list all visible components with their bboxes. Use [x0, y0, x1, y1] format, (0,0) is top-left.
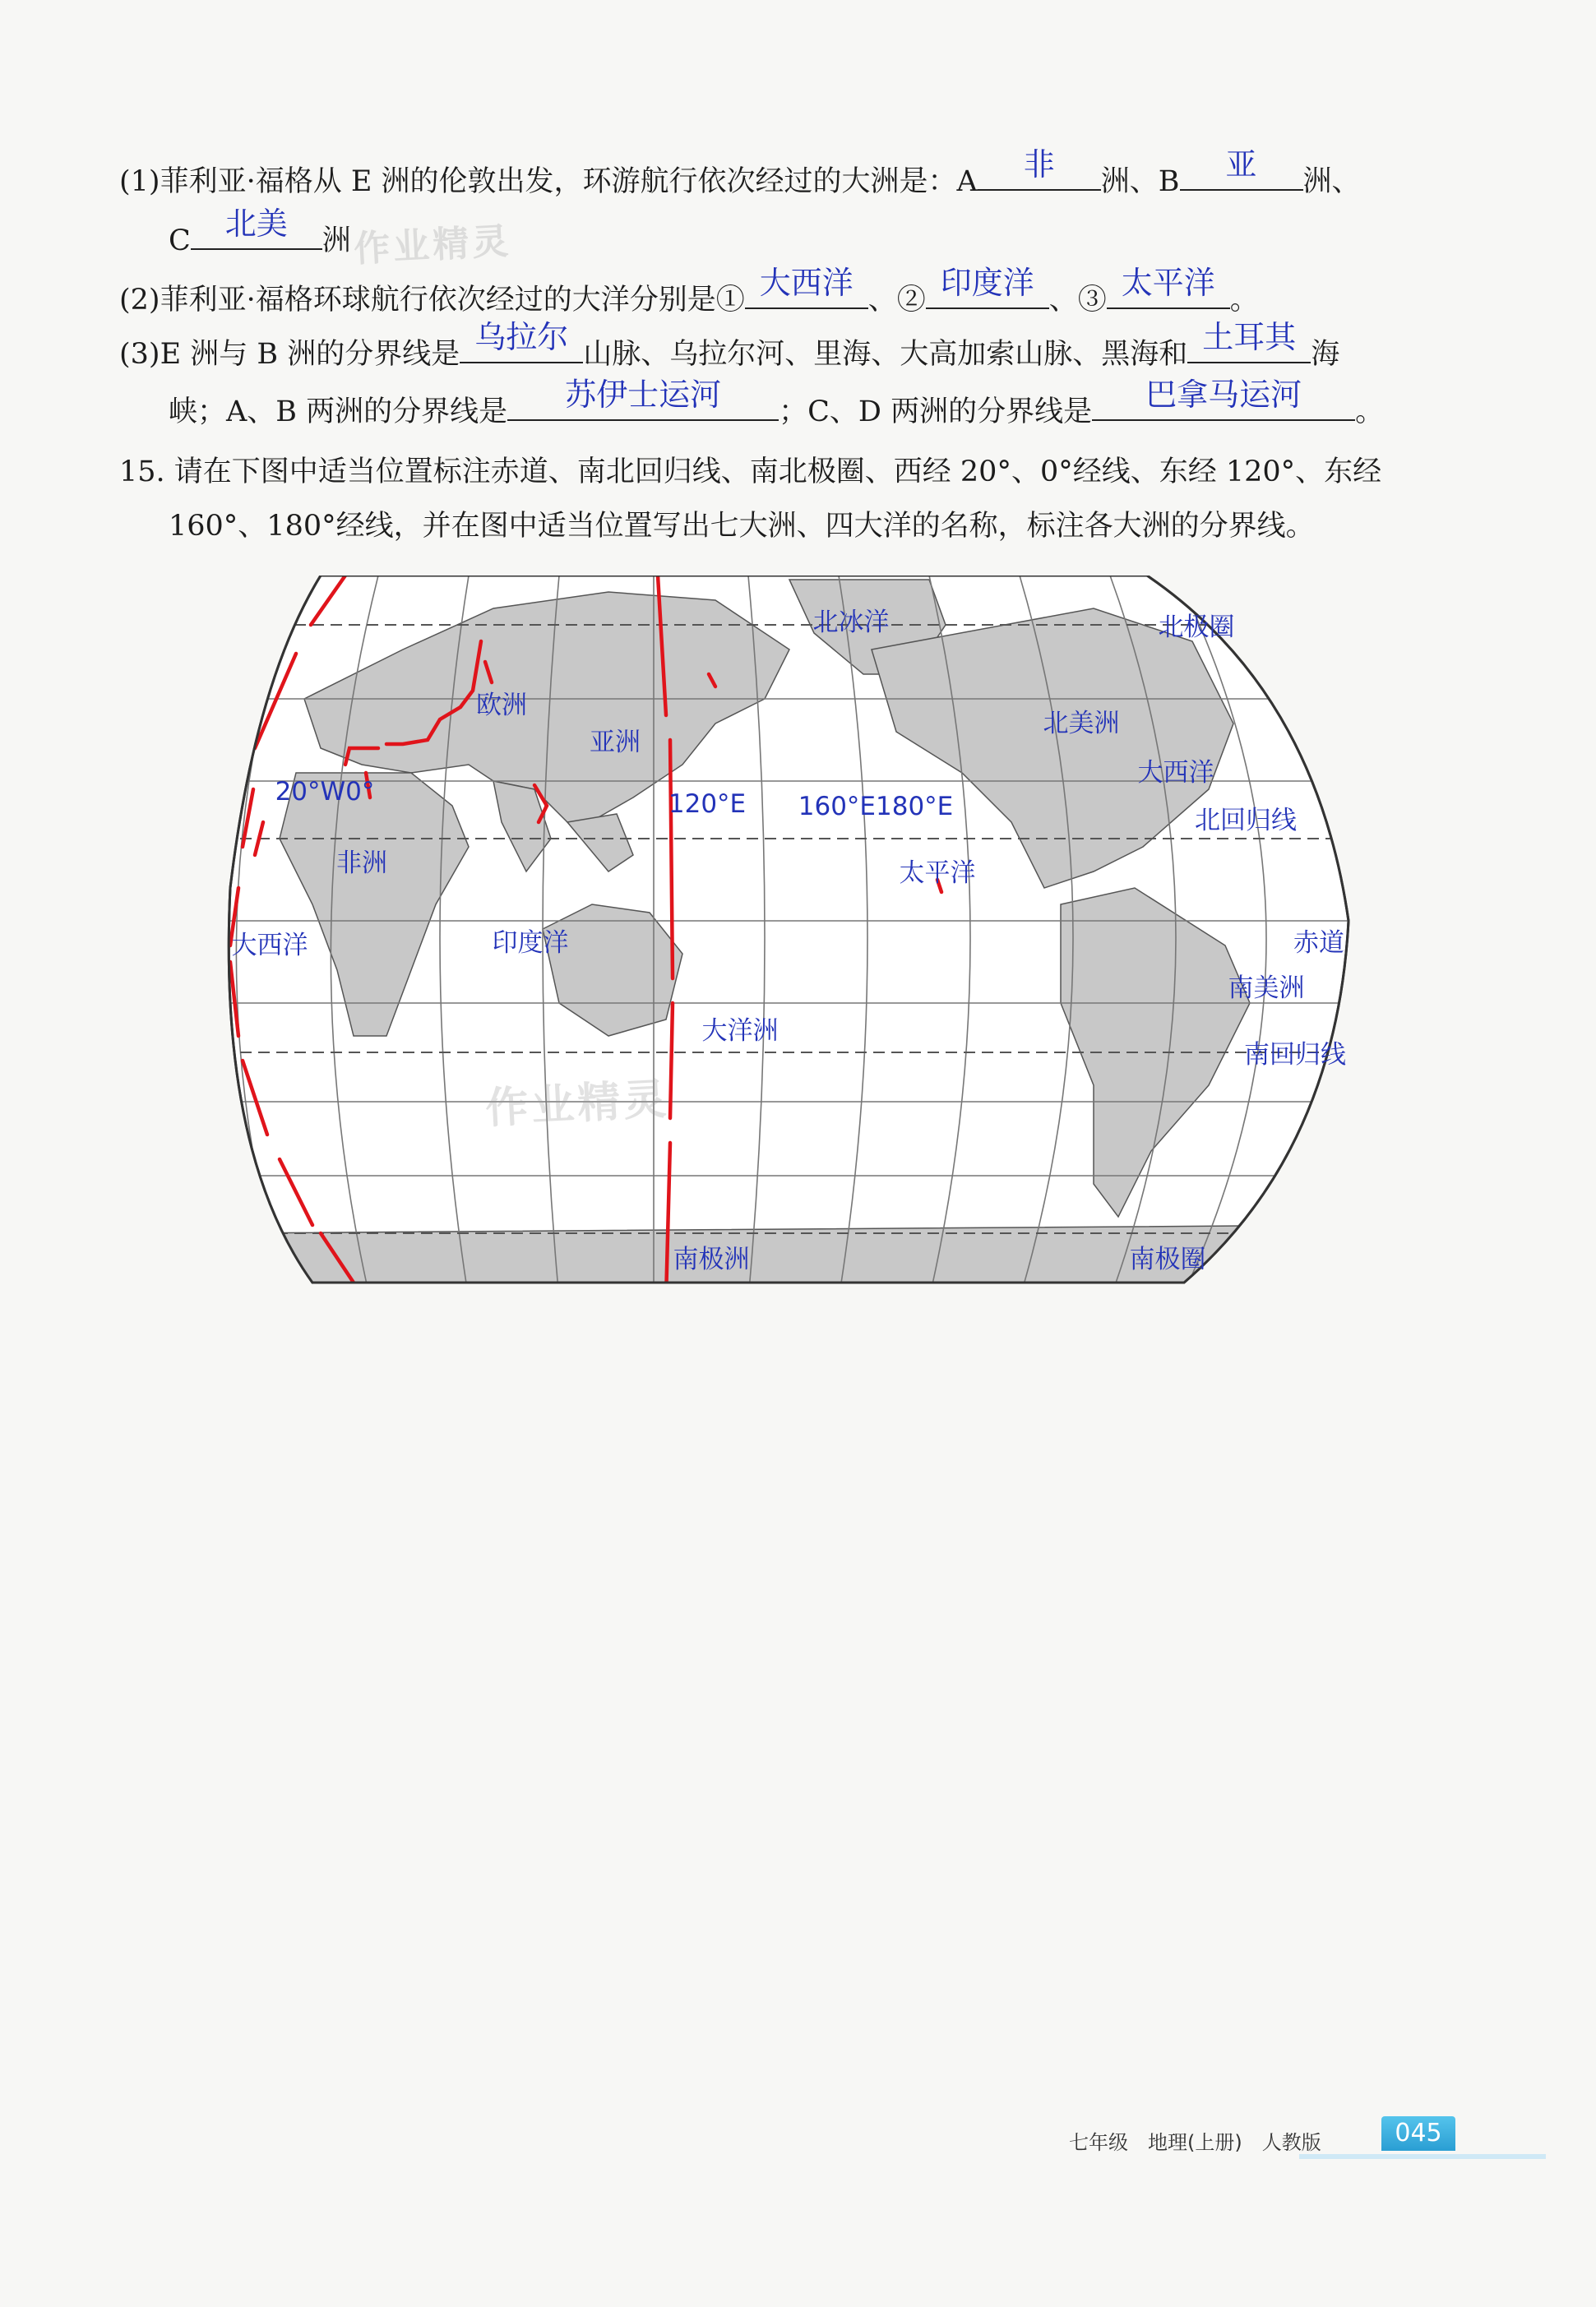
- q3-end1: 海: [1311, 338, 1340, 371]
- label-africa: 非洲: [336, 848, 387, 878]
- q3-line2-prefix: 峡；A、B 两洲的分界线是: [169, 395, 508, 428]
- world-map: [222, 576, 1357, 1299]
- label-north-america: 北美洲: [1043, 709, 1120, 738]
- q2-prefix: (2)菲利亚·福格环球航行依次经过的大洋分别是①: [119, 284, 745, 317]
- q2-blank-1: [745, 265, 868, 309]
- q1-mid-b: 洲、: [1302, 165, 1361, 198]
- footer-text: 七年级 地理(上册) 人教版: [1069, 2131, 1321, 2154]
- q3-line1: [119, 319, 1340, 377]
- q2-sep1: 、②: [867, 284, 926, 317]
- q2-answer-2: 印度洋: [940, 265, 1034, 301]
- label-equator: 赤道: [1293, 928, 1344, 958]
- q3-suffix: 。: [1355, 395, 1385, 428]
- label-tropic-of-capricorn: 南回归线: [1244, 1040, 1346, 1070]
- q1-blank-a: [978, 146, 1101, 191]
- q1-suffix: 洲: [322, 224, 351, 257]
- q3-mid1: 山脉、乌拉尔河、里海、大高加索山脉、黑海和: [583, 338, 1188, 371]
- q2-answer-3: 太平洋: [1121, 265, 1215, 301]
- q3-answer-4: 巴拿马运河: [1145, 377, 1302, 413]
- q3-answer-3: 苏伊士运河: [565, 377, 722, 413]
- label-w20-0: 20°W0°: [275, 777, 375, 807]
- q1-answer-c: 北美: [224, 206, 288, 242]
- page-number: 045: [1381, 2116, 1455, 2151]
- q1-line1: [119, 146, 1361, 205]
- q2-blank-3: [1107, 265, 1230, 309]
- q3-mid2: ；C、D 两洲的分界线是: [779, 395, 1093, 428]
- label-antarctica: 南极洲: [673, 1245, 750, 1274]
- q1-line2-prefix: C: [169, 224, 191, 257]
- label-e160-180: 160°E180°E: [798, 792, 954, 821]
- watermark-top: 作业精灵: [353, 220, 513, 270]
- q2-sep2: 、③: [1048, 284, 1107, 317]
- q2-suffix: 。: [1229, 284, 1259, 317]
- label-europe: 欧洲: [476, 691, 527, 720]
- q1-line2: [169, 206, 351, 264]
- q15-line2: 160°、180°经线，并在图中适当位置写出七大洲、四大洋的名称，标注各大洲的分界线。: [169, 510, 1315, 543]
- footer-bar: [1299, 2154, 1546, 2159]
- q1-blank-b: [1180, 146, 1303, 191]
- label-atlantic-west: 大西洋: [231, 931, 308, 960]
- q1-prefix: (1)菲利亚·福格从 E 洲的伦敦出发，环游航行依次经过的大洲是：A: [119, 165, 978, 198]
- q3-blank-4: [1092, 377, 1355, 421]
- q3-blank-3: [507, 377, 779, 421]
- label-oceania: 大洋洲: [701, 1016, 779, 1046]
- q3-line2: [169, 377, 1385, 435]
- label-pacific: 太平洋: [899, 858, 976, 888]
- q2-line: [119, 265, 1259, 323]
- q3-blank-1: [460, 319, 583, 363]
- q3-blank-2: [1187, 319, 1311, 363]
- q3-answer-1: 乌拉尔: [474, 319, 569, 355]
- q2-blank-2: [926, 265, 1049, 309]
- label-atlantic-north: 大西洋: [1137, 758, 1214, 788]
- label-arctic-ocean: 北冰洋: [812, 608, 890, 637]
- label-asia: 亚洲: [590, 728, 641, 757]
- label-arctic-circle: 北极圈: [1158, 613, 1235, 642]
- label-e120: 120°E: [668, 789, 747, 819]
- label-south-america: 南美洲: [1228, 973, 1305, 1003]
- watermark-map: 作业精灵: [483, 1075, 671, 1134]
- label-antarctic-circle: 南极圈: [1129, 1245, 1206, 1274]
- q1-answer-a: 非: [1023, 146, 1055, 183]
- q1-mid-a: 洲、B: [1100, 165, 1180, 198]
- q1-answer-b: 亚: [1225, 146, 1257, 183]
- q1-blank-c: [191, 206, 322, 250]
- q3-answer-2: 土耳其: [1202, 319, 1297, 355]
- q3-prefix: (3)E 洲与 B 洲的分界线是: [119, 338, 460, 371]
- q15-line1: 15. 请在下图中适当位置标注赤道、南北回归线、南北极圈、西经 20°、0°经线、东经 120°、东经: [119, 455, 1382, 488]
- label-indian-ocean: 印度洋: [492, 928, 569, 958]
- label-tropic-of-cancer: 北回归线: [1195, 806, 1297, 835]
- world-map-graphic: [222, 576, 1357, 1299]
- q2-answer-1: 大西洋: [759, 265, 854, 301]
